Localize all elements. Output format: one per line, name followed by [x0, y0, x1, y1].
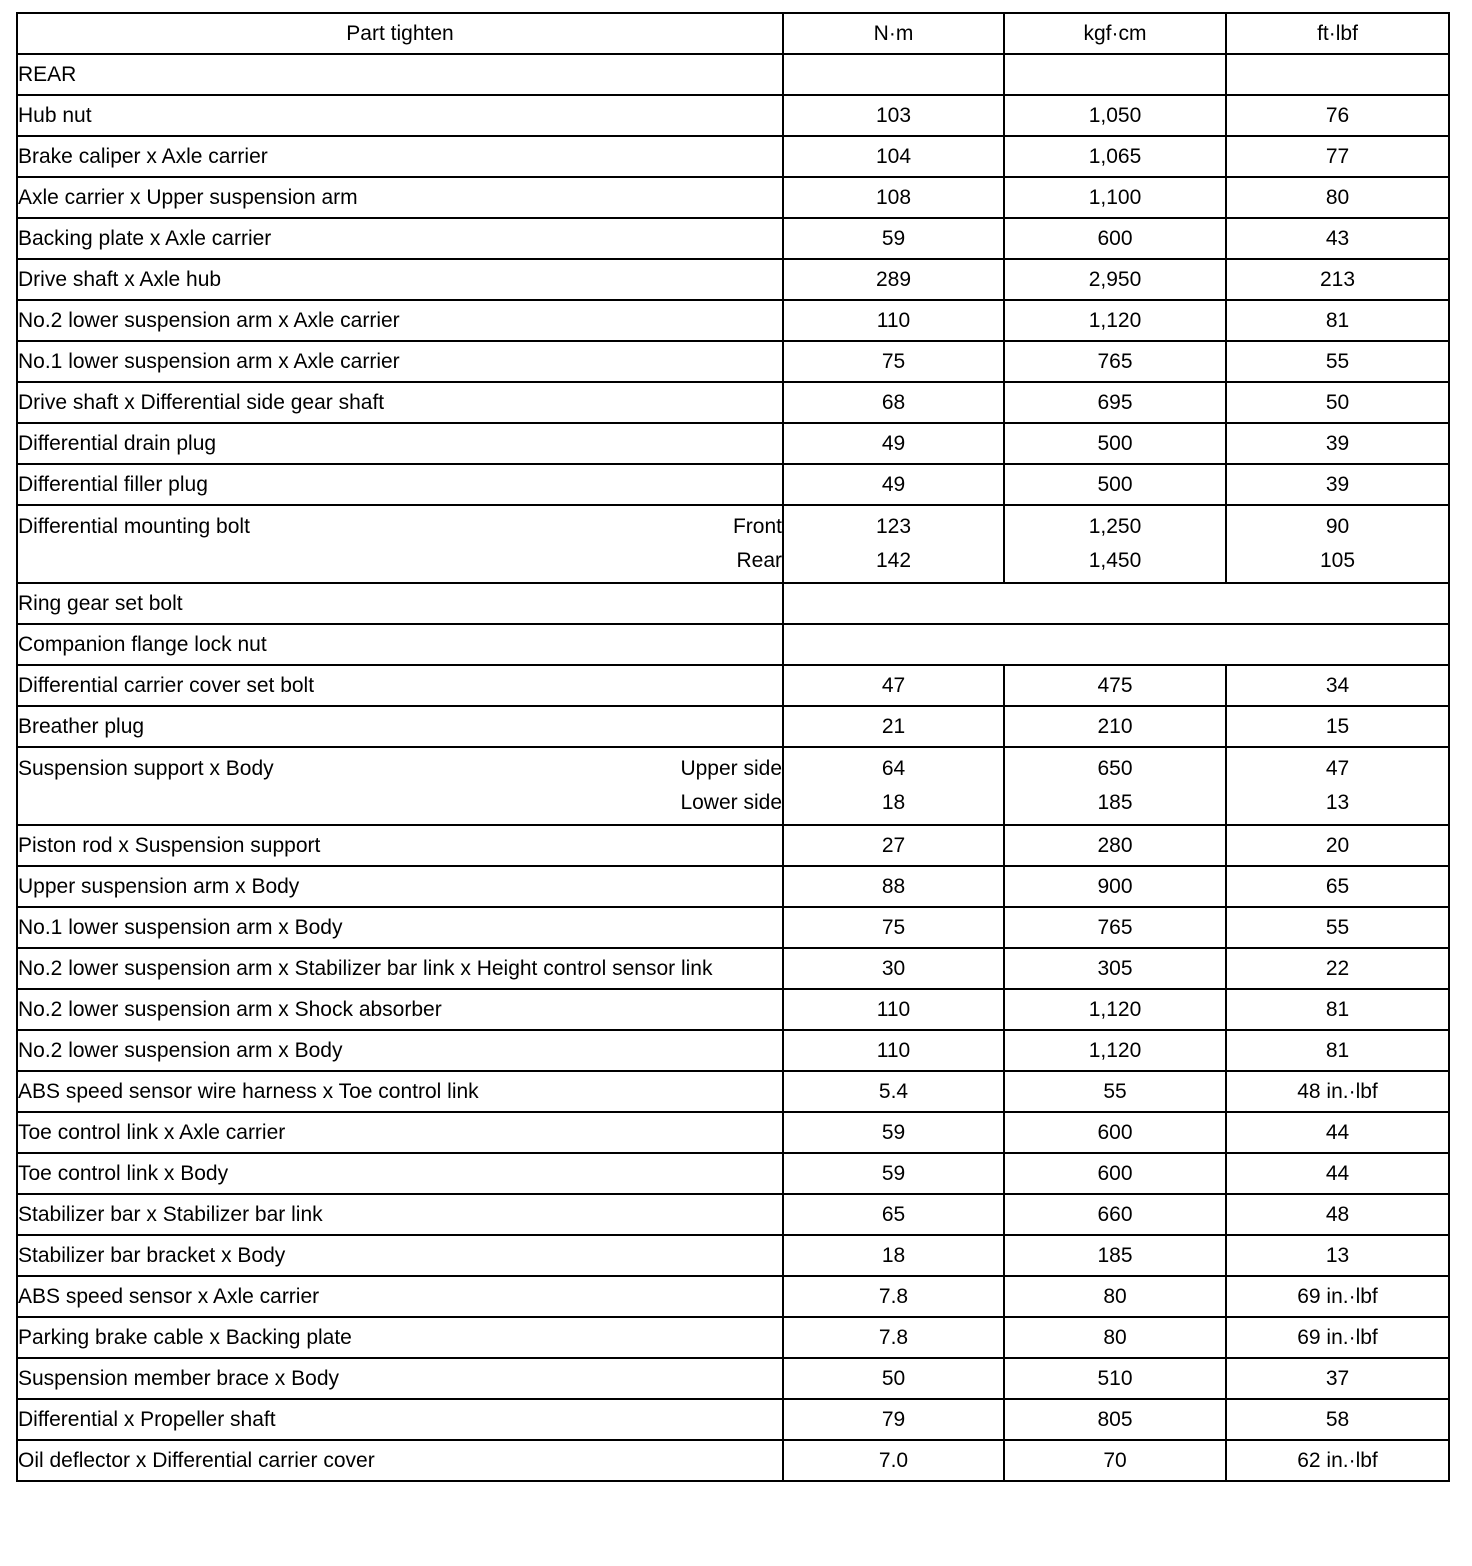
sub-value: 90	[1325, 515, 1350, 538]
nm-cell: 110	[783, 989, 1004, 1030]
nm-cell: 108	[783, 177, 1004, 218]
table-row	[17, 1235, 1449, 1276]
part-cell: Upper suspension arm x Body	[17, 866, 783, 907]
part-label: Suspension support x Body	[18, 757, 274, 780]
nm-cell: 7.8	[783, 1276, 1004, 1317]
kgf-cm-cell: 765	[1004, 907, 1226, 948]
table-row	[17, 259, 1449, 300]
header-row	[17, 13, 1449, 54]
ft-lbf-cell: 55	[1226, 907, 1449, 948]
kgf-cm-cell: 210	[1004, 706, 1226, 747]
ft-lbf-cell: 76	[1226, 95, 1449, 136]
ft-lbf-cell: 81	[1226, 989, 1449, 1030]
table-row	[17, 218, 1449, 259]
part-cell: Backing plate x Axle carrier	[17, 218, 783, 259]
kgf-cm-cell	[1004, 505, 1226, 583]
part-label	[18, 792, 680, 814]
nm-cell: 50	[783, 1358, 1004, 1399]
table-row	[17, 825, 1449, 866]
part-cell: No.2 lower suspension arm x Stabilizer bar link x Height control sensor link	[17, 948, 783, 989]
kgf-cm-cell: 500	[1004, 423, 1226, 464]
table-row	[17, 1440, 1449, 1481]
part-cell	[17, 505, 783, 583]
ft-lbf-cell: 44	[1226, 1153, 1449, 1194]
kgf-cm-cell: 80	[1004, 1317, 1226, 1358]
sub-value: 650	[1097, 757, 1133, 780]
sub-label: Lower side	[680, 791, 782, 814]
sub-value: 1,450	[1088, 549, 1142, 572]
table-row	[17, 341, 1449, 382]
nm-cell: 88	[783, 866, 1004, 907]
kgf-cm-cell: 1,065	[1004, 136, 1226, 177]
sub-value: 1,250	[1088, 515, 1142, 538]
kgf-cm-cell: 500	[1004, 464, 1226, 505]
section-title: REAR	[17, 54, 783, 95]
sub-value: 123	[875, 515, 912, 538]
nm-cell	[783, 505, 1004, 583]
section-row	[17, 54, 1449, 95]
kgf-cm-cell: 1,120	[1004, 300, 1226, 341]
part-cell: Suspension member brace x Body	[17, 1358, 783, 1399]
header-part: Part tighten	[17, 13, 783, 54]
part-cell: Differential carrier cover set bolt	[17, 665, 783, 706]
nm-cell: 59	[783, 1153, 1004, 1194]
part-cell: Axle carrier x Upper suspension arm	[17, 177, 783, 218]
ft-lbf-cell: 44	[1226, 1112, 1449, 1153]
ft-lbf-cell: 20	[1226, 825, 1449, 866]
kgf-cm-cell: 70	[1004, 1440, 1226, 1481]
ft-lbf-cell: 48 in.·lbf	[1226, 1071, 1449, 1112]
part-cell: Oil deflector x Differential carrier cover	[17, 1440, 783, 1481]
empty-cell	[1004, 54, 1226, 95]
part-cell: No.1 lower suspension arm x Axle carrier	[17, 341, 783, 382]
table-row	[17, 1276, 1449, 1317]
nm-cell: 5.4	[783, 1071, 1004, 1112]
ft-lbf-cell: 81	[1226, 1030, 1449, 1071]
ft-lbf-cell: 13	[1226, 1235, 1449, 1276]
ring-gear-row	[17, 583, 1449, 624]
nm-cell: 110	[783, 300, 1004, 341]
ft-lbf-cell: 77	[1226, 136, 1449, 177]
companion-flange-row	[17, 624, 1449, 665]
nm-cell: 49	[783, 464, 1004, 505]
part-cell: Stabilizer bar bracket x Body	[17, 1235, 783, 1276]
header-nm: N·m	[783, 13, 1004, 54]
header-kgf-cm: kgf·cm	[1004, 13, 1226, 54]
part-cell: Hub nut	[17, 95, 783, 136]
table-row	[17, 907, 1449, 948]
ft-lbf-cell	[1226, 747, 1449, 825]
table-row	[17, 948, 1449, 989]
part-cell: ABS speed sensor x Axle carrier	[17, 1276, 783, 1317]
table-row	[17, 300, 1449, 341]
table-row	[17, 423, 1449, 464]
ft-lbf-cell: 48	[1226, 1194, 1449, 1235]
part-cell: Toe control link x Body	[17, 1153, 783, 1194]
ft-lbf-cell: 43	[1226, 218, 1449, 259]
nm-cell: 75	[783, 907, 1004, 948]
kgf-cm-cell: 80	[1004, 1276, 1226, 1317]
table-row	[17, 1358, 1449, 1399]
nm-cell: 59	[783, 1112, 1004, 1153]
nm-cell: 103	[783, 95, 1004, 136]
kgf-cm-cell: 600	[1004, 1112, 1226, 1153]
part-cell: Drive shaft x Differential side gear shaft	[17, 382, 783, 423]
kgf-cm-cell: 900	[1004, 866, 1226, 907]
part-cell: No.2 lower suspension arm x Shock absorber	[17, 989, 783, 1030]
kgf-cm-cell: 2,950	[1004, 259, 1226, 300]
kgf-cm-cell: 280	[1004, 825, 1226, 866]
table-row	[17, 1112, 1449, 1153]
part-cell: No.2 lower suspension arm x Body	[17, 1030, 783, 1071]
table-row	[17, 665, 1449, 706]
part-label	[18, 550, 736, 572]
nm-cell: 49	[783, 423, 1004, 464]
kgf-cm-cell: 1,120	[1004, 1030, 1226, 1071]
part-cell	[17, 747, 783, 825]
table-row	[17, 1071, 1449, 1112]
kgf-cm-cell: 1,050	[1004, 95, 1226, 136]
part-label: Differential mounting bolt	[18, 515, 250, 538]
ft-lbf-cell: 81	[1226, 300, 1449, 341]
ft-lbf-cell	[1226, 505, 1449, 583]
ft-lbf-cell: 22	[1226, 948, 1449, 989]
table-row	[17, 1399, 1449, 1440]
sub-value: 13	[1325, 791, 1350, 814]
kgf-cm-cell: 185	[1004, 1235, 1226, 1276]
kgf-cm-cell: 695	[1004, 382, 1226, 423]
sub-value: 105	[1319, 549, 1356, 572]
kgf-cm-cell: 475	[1004, 665, 1226, 706]
part-cell: Ring gear set bolt	[17, 583, 783, 624]
nm-cell	[783, 747, 1004, 825]
ft-lbf-cell: 80	[1226, 177, 1449, 218]
part-cell: ABS speed sensor wire harness x Toe control link	[17, 1071, 783, 1112]
ft-lbf-cell: 62 in.·lbf	[1226, 1440, 1449, 1481]
nm-cell: 47	[783, 665, 1004, 706]
table-row	[17, 989, 1449, 1030]
part-cell: No.1 lower suspension arm x Body	[17, 907, 783, 948]
table-row-multi	[17, 747, 1449, 825]
part-cell: Parking brake cable x Backing plate	[17, 1317, 783, 1358]
part-cell: Brake caliper x Axle carrier	[17, 136, 783, 177]
kgf-cm-cell: 600	[1004, 218, 1226, 259]
nm-cell: 7.0	[783, 1440, 1004, 1481]
ft-lbf-cell: 65	[1226, 866, 1449, 907]
nm-cell: 59	[783, 218, 1004, 259]
nm-cell: 30	[783, 948, 1004, 989]
sub-value: 64	[881, 757, 906, 780]
table-row	[17, 382, 1449, 423]
kgf-cm-cell: 765	[1004, 341, 1226, 382]
table-row	[17, 136, 1449, 177]
ft-lbf-cell: 50	[1226, 382, 1449, 423]
sub-label: Rear	[736, 549, 782, 572]
nm-cell: 7.8	[783, 1317, 1004, 1358]
nm-cell: 65	[783, 1194, 1004, 1235]
table-body	[17, 54, 1449, 1481]
ft-lbf-cell: 39	[1226, 464, 1449, 505]
table-row	[17, 866, 1449, 907]
part-cell: Companion flange lock nut	[17, 624, 783, 665]
ft-lbf-cell: 34	[1226, 665, 1449, 706]
empty-cell	[1226, 54, 1449, 95]
sub-value: 185	[1097, 791, 1133, 814]
sub-value: 142	[875, 549, 912, 572]
sub-value: 47	[1325, 757, 1350, 780]
table-row	[17, 706, 1449, 747]
table-row	[17, 1194, 1449, 1235]
nm-cell: 21	[783, 706, 1004, 747]
part-cell: Differential x Propeller shaft	[17, 1399, 783, 1440]
part-cell: No.2 lower suspension arm x Axle carrier	[17, 300, 783, 341]
kgf-cm-cell: 1,120	[1004, 989, 1226, 1030]
part-cell: Differential filler plug	[17, 464, 783, 505]
empty-cell	[783, 54, 1004, 95]
table-row	[17, 464, 1449, 505]
table-row	[17, 1317, 1449, 1358]
sub-label: Upper side	[680, 757, 782, 780]
header-ft-lbf: ft·lbf	[1226, 13, 1449, 54]
ft-lbf-cell: 58	[1226, 1399, 1449, 1440]
nm-cell: 68	[783, 382, 1004, 423]
kgf-cm-cell	[1004, 747, 1226, 825]
nm-cell: 79	[783, 1399, 1004, 1440]
table-row	[17, 1030, 1449, 1071]
nm-cell: 104	[783, 136, 1004, 177]
kgf-cm-cell: 805	[1004, 1399, 1226, 1440]
ft-lbf-cell: 55	[1226, 341, 1449, 382]
part-cell: Breather plug	[17, 706, 783, 747]
ft-lbf-cell: 213	[1226, 259, 1449, 300]
merged-empty-cell	[783, 583, 1449, 624]
kgf-cm-cell: 305	[1004, 948, 1226, 989]
ft-lbf-cell: 69 in.·lbf	[1226, 1276, 1449, 1317]
table-row	[17, 1153, 1449, 1194]
nm-cell: 110	[783, 1030, 1004, 1071]
kgf-cm-cell: 510	[1004, 1358, 1226, 1399]
torque-spec-table	[16, 12, 1450, 1482]
part-cell: Differential drain plug	[17, 423, 783, 464]
table-row-multi	[17, 505, 1449, 583]
kgf-cm-cell: 600	[1004, 1153, 1226, 1194]
ft-lbf-cell: 39	[1226, 423, 1449, 464]
merged-empty-cell	[783, 624, 1449, 665]
part-cell: Drive shaft x Axle hub	[17, 259, 783, 300]
kgf-cm-cell: 1,100	[1004, 177, 1226, 218]
ft-lbf-cell: 15	[1226, 706, 1449, 747]
nm-cell: 289	[783, 259, 1004, 300]
ft-lbf-cell: 37	[1226, 1358, 1449, 1399]
nm-cell: 75	[783, 341, 1004, 382]
part-cell: Stabilizer bar x Stabilizer bar link	[17, 1194, 783, 1235]
part-cell: Toe control link x Axle carrier	[17, 1112, 783, 1153]
table-row	[17, 95, 1449, 136]
kgf-cm-cell: 660	[1004, 1194, 1226, 1235]
ft-lbf-cell: 69 in.·lbf	[1226, 1317, 1449, 1358]
nm-cell: 18	[783, 1235, 1004, 1276]
part-cell: Piston rod x Suspension support	[17, 825, 783, 866]
kgf-cm-cell: 55	[1004, 1071, 1226, 1112]
table-row	[17, 177, 1449, 218]
sub-label: Front	[732, 515, 782, 538]
nm-cell: 27	[783, 825, 1004, 866]
sub-value: 18	[881, 791, 906, 814]
